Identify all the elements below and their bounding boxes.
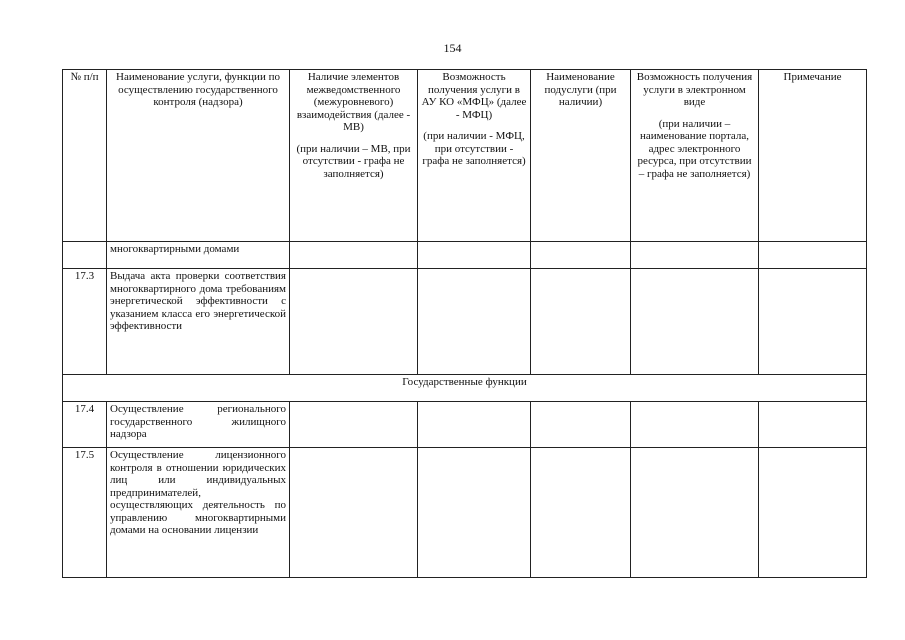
services-table <box>62 69 867 578</box>
header-mv-note: (при наличии – МВ, при отсутствии - графа не заполняется) <box>296 142 411 180</box>
row-service-name: многоквартирными домами <box>107 242 290 269</box>
header-service-name: Наименование услуги, функции по осуществлению государственного контроля (надзора) <box>107 70 290 242</box>
header-electronic-main: Возможность получения услуги в электронном виде <box>636 71 753 108</box>
header-electronic-note: (при наличии – наименование портала, адрес электронного ресурса, при отсутствии – графа не заполняется) <box>637 117 752 180</box>
row-service-name: Осуществление регионального государственного жилищного надзора <box>107 402 290 448</box>
row-number: 17.5 <box>63 448 107 578</box>
header-electronic <box>631 70 759 242</box>
table-row <box>63 269 867 375</box>
header-row <box>63 70 867 242</box>
page-number: 154 <box>443 41 462 55</box>
header-mfc-note: (при наличии - МФЦ, при отсутствии - графа не заполняется) <box>422 130 526 167</box>
header-mv-main: Наличие элементов межведомственного (межуровневого) взаимодействия (далее - МВ) <box>296 71 411 133</box>
section-row <box>63 375 867 402</box>
table-row <box>63 448 867 578</box>
row-service-name: Выдача акта проверки соответствия многоквартирного дома требованиям энергетической эффективности с указанием класса его энергетической эффективности <box>107 269 290 375</box>
table-row <box>63 402 867 448</box>
row-number: 17.4 <box>63 402 107 448</box>
row-number: 17.3 <box>63 269 107 375</box>
section-title: Государственные функции <box>63 375 867 402</box>
row-number <box>63 242 107 269</box>
header-note: Примечание <box>759 70 867 242</box>
row-service-name: Осуществление лицензионного контроля в отношении юридических лиц или индивидуальных предпринимателей, осуществляющих деятельность по управлению многоквартирными домами на основании лицензии <box>107 448 290 578</box>
header-mfc <box>418 70 531 242</box>
header-num: № п/п <box>63 70 107 242</box>
table-row <box>63 242 867 269</box>
header-subservice: Наименование подуслуги (при наличии) <box>531 70 631 242</box>
header-mfc-main: Возможность получения услуги в АУ КО «МФЦ» (далее - МФЦ) <box>421 71 527 121</box>
header-mv <box>290 70 418 242</box>
